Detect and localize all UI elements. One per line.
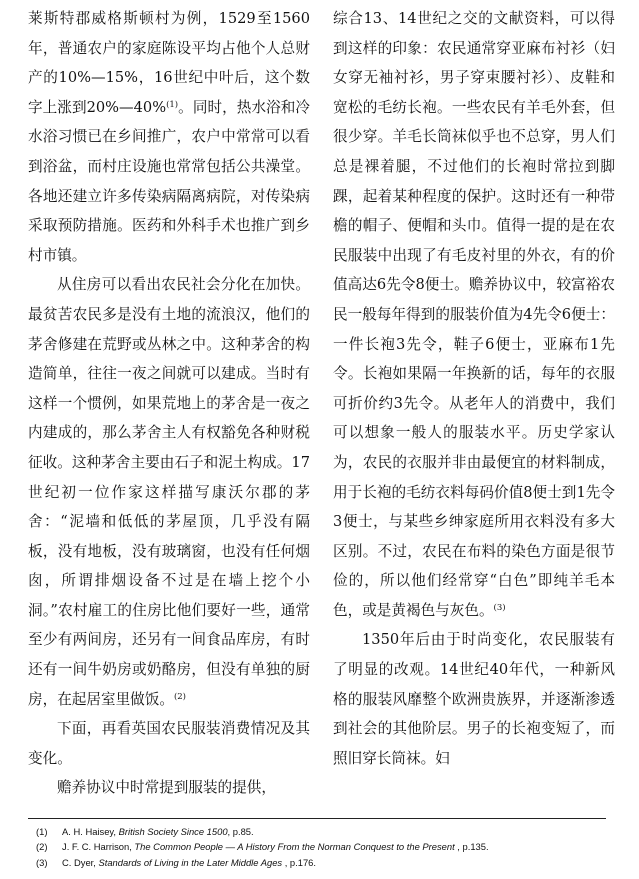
paragraph-text: 综合13、14世纪之交的文献资料，可以得到这样的印象：农民通常穿亚麻布衬衫（妇女穿无袖衬衫，男子穿束腰衬衫）、皮鞋和宽松的毛纺长袍。一些农民有羊毛外套，但很少穿。羊毛长筒袜似乎也不总穿，男人们总是裸着腿，不过他们的长袍时常拉到脚踝，起着某种程度的保护。这时还有一种带檐的帽子、便帽和头巾。值得一提的是在农民服装中出现了有毛皮衬里的外衣，有的价值高达6先令8便士。赡养协议中，较富裕农民一般每年得到的服装价值为4先令6便士：一件长袍3先令，鞋子6便士，亚麻布1先令。长袍如果隔一年换新的话，每年的衣服可折价约3先令。从老年人的消费中，我们可以想象一般人的服装水平。历史学家认为，农民的衣服并非由最便宜的材料制成，用于长袍的毛纺衣料每码价值8便士到1先令3便士，与某些乡绅家庭所用衣料没有多大区别。不过，农民在布料的染色方面是很节俭的，所以他们经常穿“白色”即纯羊毛本色，或是黄褐色与灰色。 (333, 10, 615, 619)
footnote-marker[interactable]: (1) (166, 99, 179, 110)
footnote-author: C. Dyer, (62, 856, 96, 868)
footnote-number: (1) (36, 826, 48, 837)
footnote-number: (3) (36, 856, 48, 868)
footnote (36, 855, 616, 870)
footnote-pages: , p.176. (282, 856, 316, 868)
footnote-number: (2) (36, 841, 48, 853)
footnote-title: Standards of Living in the Later Middle Ages (98, 856, 283, 868)
paragraph: 下面，再看英国农民服装消费情况及其变化。 (28, 720, 310, 767)
paragraph (333, 4, 615, 625)
paragraph (28, 4, 310, 270)
footnote-title: British Society Since 1500 (118, 826, 228, 837)
footnote-pages: , p.85. (227, 826, 254, 837)
left-column (28, 4, 310, 803)
footnote-author: J. F. C. Harrison, (62, 841, 132, 853)
footnote-pages: , p.135. (454, 841, 489, 853)
footnote (36, 839, 616, 854)
footnote (36, 824, 616, 839)
paragraph (28, 270, 310, 714)
footnote-title: The Common People — A History From the Norman Conquest to the Present (134, 841, 455, 853)
footnote-divider (28, 818, 606, 819)
paragraph: 1350年后由于时尚变化，农民服装有了明显的改观。14世纪40年代，一种新风格的服装风靡整个欧洲贵族界，并逐渐渗透到社会的其他阶层。男子的长袍变短了，而照旧穿长筒袜。妇 (333, 631, 615, 767)
footnote-marker[interactable]: (3) (493, 602, 506, 613)
footnotes (36, 824, 616, 870)
paragraph: 赡养协议中时常提到服装的提供， (57, 779, 276, 797)
footnote-author: A. H. Haisey, (62, 826, 117, 837)
paragraph-text: 从住房可以看出农民社会分化在加快。最贫苦农民多是没有土地的流浪汉，他们的茅舍修建在荒野或丛林之中。这种茅舍的构造简单，往往一夜之间就可以建成。当时有这样一个惯例，如果荒地上的茅舍是一夜之内建成的，那么茅舍主人有权豁免各种财税征收。这种茅舍主要由石子和泥土构成。17世纪初一位作家这样描写康沃尔郡的茅舍：“泥墙和低低的茅屋顶，几乎没有隔板，没有地板，没有玻璃窗，也没有任何烟囱，所谓排烟设备不过是在墙上挖个小洞。”农村雇工的住房比他们要好一些，通常至少有两间房，还另有一间食品库房，有时还有一间牛奶房或奶酪房，但没有单独的厨房，在起居室里做饭。 (28, 276, 310, 708)
right-column (333, 4, 615, 773)
paragraph-text: 。同时，热水浴和冷水浴习惯已在乡间推广，农户中常常可以看到浴盆，而村庄设施也常常包括公共澡堂。各地还建立许多传染病隔离病院，对传染病采取预防措施。医药和外科手术也推广到乡村市镇。 (28, 98, 310, 264)
footnote-marker[interactable]: (2) (173, 691, 186, 702)
paragraph-text: 莱斯特郡威格斯顿村为例，1529至1560年，普通农户的家庭陈设平均占他个人总财产的10%—15%，16世纪中叶后，这个数字上涨到20%—40% (28, 10, 310, 116)
